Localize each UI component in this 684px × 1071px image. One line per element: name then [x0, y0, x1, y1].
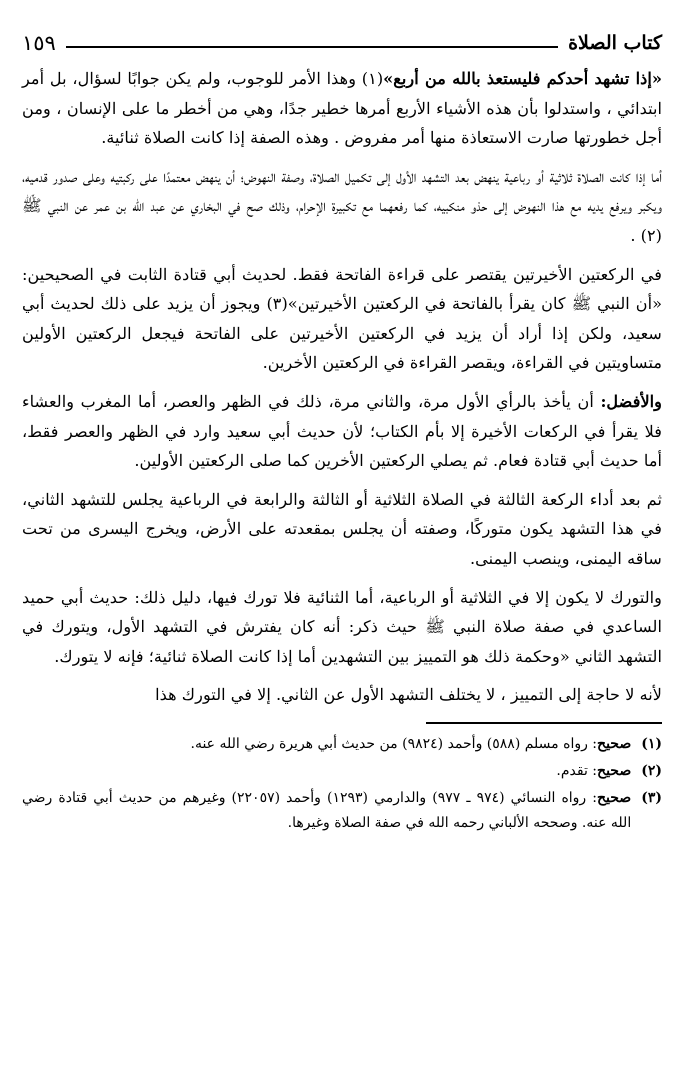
paragraph [22, 680, 662, 710]
paragraph-text: أن يأخذ بالرأي الأول مرة، والثاني مرة، ذلك في الظهر والعصر، أما المغرب والعشاء فلا يقرأ في الركعات الأخيرة إلا بأم الكتاب؛ لأن حديث أبي سعيد وارد في الظهر والعصر فقط، أما حديث أبي قتادة فعام. ثم يصلي الركعتين الأخرين كما صلى الركعتين الأولين. [22, 391, 662, 471]
header-rule [66, 46, 558, 48]
footnote-text [22, 786, 631, 836]
main-text [22, 64, 662, 710]
footnote-label: صحيح [597, 789, 632, 806]
paragraph [22, 485, 662, 574]
footnote-divider [426, 722, 662, 724]
footnote-mark: (٢) [641, 762, 662, 779]
paragraph-text: أما إذا كانت الصلاة ثلاثية أو رباعية ينهض بعد التشهد الأول إلى تكميل الصلاة، وصفة النهوض؛ أن ينهض معتمدًا على ركبتيه وعلى صدور قدميه، ويكبر ويرفع يديه مع هذا النهوض إلى حذو منكبيه، كما رفعهما مع تكبيرة الإحرام، وذلك صح في البخاري عن عبد الله بن عمر عن النبي ﷺ (٢) . [22, 166, 662, 245]
footnote-body: : رواه النسائي (٩٧٤ ـ ٩٧٧) والدارمي (١٢٩٣) وأحمد (٢٢٠٥٧) وغيرهم من حديث أبي قتادة رضي الله عنه. وصححه الألباني رحمه الله في صفة الصلاة وغيرها. [22, 789, 632, 831]
paragraph-bold: «إذا تشهد أحدكم فليستعذ بالله من أربع» [383, 69, 663, 88]
footnote-label: صحيح [597, 762, 632, 779]
paragraph [22, 387, 662, 476]
paragraph-text: والتورك لا يكون إلا في الثلاثية أو الرباعية، أما الثنائية فلا تورك فيها، دليل ذلك: حديث أبي حميد الساعدي في صفة صلاة النبي ﷺ حيث ذكر: أنه كان يفترش في التشهد الأول، ويتورك في التشهد الثاني «وحكمة ذلك هو التمييز بين التشهدين أما إذا كانت الصلاة ثنائية؛ فإنه لا يتورك. [22, 587, 662, 666]
footnote-body: : تقدم. [556, 762, 598, 779]
footnote-mark: (٣) [641, 789, 662, 806]
footnote [22, 759, 662, 784]
footnotes [22, 732, 662, 836]
chapter-title: كتاب الصلاة [568, 32, 662, 54]
paragraph [22, 260, 662, 378]
paragraph [22, 162, 662, 251]
page-header [22, 26, 662, 60]
paragraph [22, 583, 662, 672]
page-number: ١٥٩ [22, 31, 56, 55]
paragraph-text: ثم بعد أداء الركعة الثالثة في الصلاة الثلاثية أو الثالثة والرابعة في الرباعية يجلس للتشهد الثاني، في هذا التشهد يكون متوركًا، وصفته أن يجلس بمقعدته على الأرض، ويخرج اليسرى من تحت ساقه اليمنى، وينصب اليمنى. [22, 489, 662, 568]
footnote-body: : رواه مسلم (٥٨٨) وأحمد (٩٨٢٤) من حديث أبي هريرة رضي الله عنه. [190, 735, 598, 752]
footnote [22, 786, 662, 836]
paragraph-text: لأنه لا حاجة إلى التمييز ، لا يختلف التشهد الأول عن الثاني. إلا في التورك هذا [155, 685, 662, 705]
paragraph [22, 64, 662, 153]
footnote-text [22, 732, 631, 757]
footnote-mark: (١) [641, 735, 662, 752]
paragraph-text: في الركعتين الأخيرتين يقتصر على قراءة الفاتحة فقط. لحديث أبي قتادة الثابت في الصحيحين: «أن النبي ﷺ كان يقرأ بالفاتحة في الركعتين الأخيرتين»(٣) ويجوز أن يزيد على ذلك لحديث أبي سعيد، ولكن إذا أراد أن يزيد في الركعتين الأخيرتين على الفاتحة فيجعل الركعتين الأولين متساويتين في القراءة، ويقصر القراءة في الركعتين الأخرين. [22, 264, 662, 373]
footnote-text [22, 759, 631, 784]
paragraph-bold: والأفضل: [600, 391, 662, 411]
footnote-label: صحيح [597, 735, 632, 752]
paragraph-text: (١) وهذا الأمر للوجوب، ولم يكن جوابًا لسؤال، بل أمر ابتدائي ، واستدلوا بأن هذه الأشياء الأربع أمرها خطير جدًا، وهي من أخطر ما على الإنسان ، ومن أجل خطورتها صارت الاستعاذة منها أمر مفروض . وهذه الصفة إذا كانت الصلاة ثنائية. [22, 69, 662, 148]
footnote [22, 732, 662, 757]
